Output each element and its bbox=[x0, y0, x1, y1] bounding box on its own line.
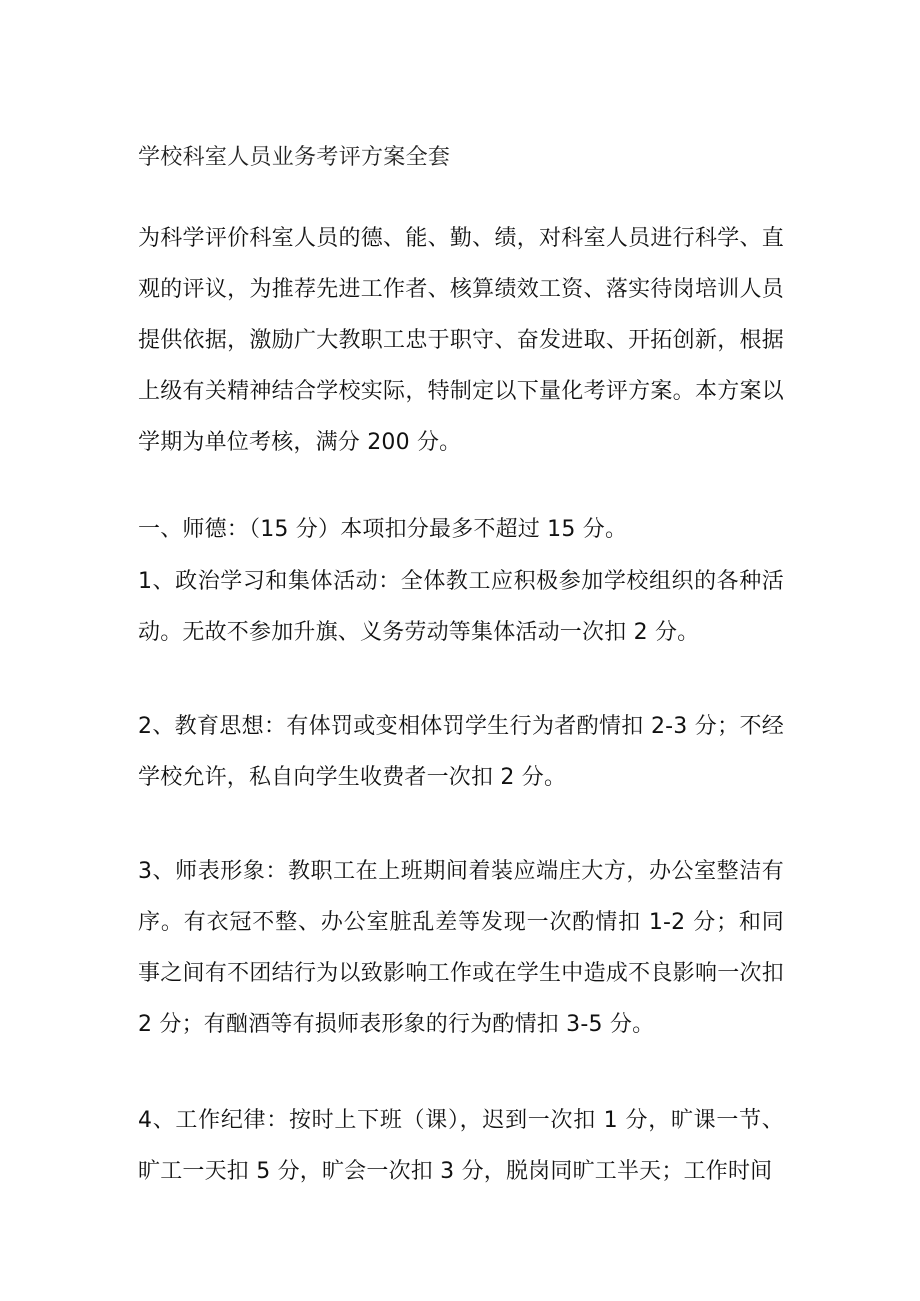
rule-item-work-discipline: 4、工作纪律：按时上下班（课），迟到一次扣 1 分，旷课一节、旷工一天扣 5 分，旷会一次扣 3 分，脱岗同旷工半天；工作时间 bbox=[138, 1108, 784, 1184]
section-heading-ethics: 一、师德：（15 分）本项扣分最多不超过 15 分。 bbox=[138, 517, 628, 542]
rule-item-teacher-image: 3、师表形象：教职工在上班期间着装应端庄大方，办公室整洁有序。有衣冠不整、办公室脏乱差等发现一次酌情扣 1-2 分；和同事之间有不团结行为以致影响工作或在学生中造成不良影响一次扣 2 分；有酗酒等有损师表形象的行为酌情扣 3-5 分。 bbox=[138, 859, 784, 1037]
rule-item-political-study: 1、政治学习和集体活动：全体教工应积极参加学校组织的各种活动。无故不参加升旗、义务劳动等集体活动一次扣 2 分。 bbox=[138, 569, 784, 645]
document-title: 学校科室人员业务考评方案全套 bbox=[138, 145, 451, 170]
rule-item-education-thought: 2、教育思想：有体罚或变相体罚学生行为者酌情扣 2-3 分；不经学校允许，私自向学生收费者一次扣 2 分。 bbox=[138, 714, 784, 790]
intro-paragraph: 为科学评价科室人员的德、能、勤、绩，对科室人员进行科学、直观的评议，为推荐先进工作者、核算绩效工资、落实待岗培训人员提供依据，激励广大教职工忠于职守、奋发进取、开拓创新，根据上级有关精神结合学校实际，特制定以下量化考评方案。本方案以学期为单位考核，满分 200 分。 bbox=[138, 226, 784, 455]
